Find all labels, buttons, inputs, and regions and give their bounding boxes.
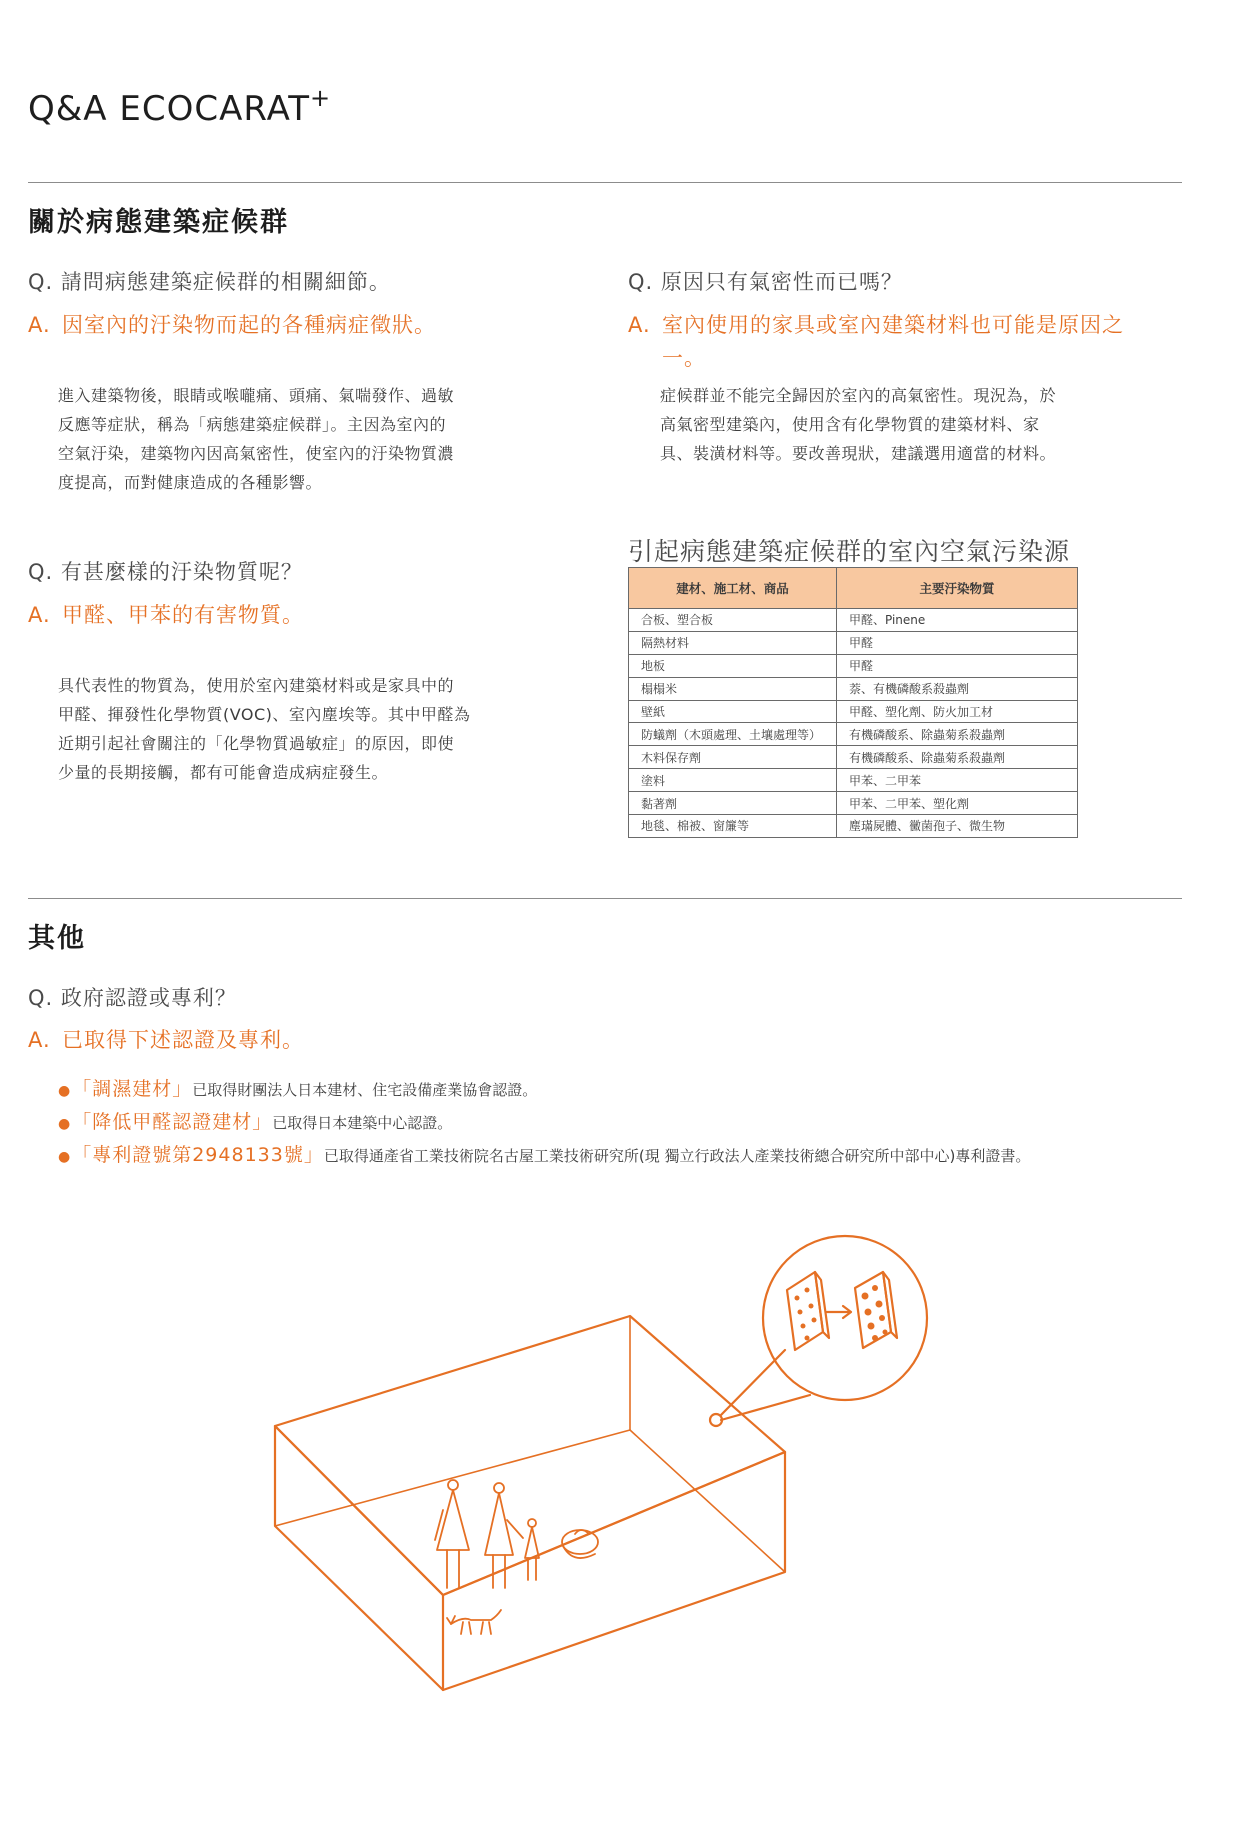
section-heading-sbs: 關於病態建築症候群 — [28, 207, 289, 238]
table-row: 黏著劑 甲苯、二甲苯、塑化劑 — [629, 792, 1078, 815]
table-row: 防蟻劑（木頭處理、土壤處理等） 有機磷酸系、除蟲菊系殺蟲劑 — [629, 723, 1078, 746]
page-title: Q&A ECOCARAT+ — [28, 84, 332, 129]
magnifier-circle — [763, 1236, 927, 1400]
table-header-materials: 建材、施工材、商品 — [629, 568, 837, 609]
question-2: Q. 原因只有氣密性而已嗎？ — [628, 270, 903, 294]
dog-icon — [447, 1610, 501, 1634]
list-item: ● 「調濕建材」已取得財團法人日本建材、住宅設備產業協會認證。 — [58, 1078, 538, 1100]
tile-icon — [787, 1272, 829, 1350]
table-row: 合板、塑合板 甲醛、Pinene — [629, 609, 1078, 632]
child-icon — [525, 1519, 539, 1580]
room-illustration — [255, 1220, 955, 1780]
person-icon — [435, 1480, 469, 1588]
question-1: Q. 請問病態建築症候群的相關細節。 — [28, 270, 391, 294]
table-row: 隔熱材料 甲醛 — [629, 631, 1078, 654]
person-icon — [485, 1483, 523, 1588]
answer-1-body: 進入建築物後，眼睛或喉嚨痛、頭痛、氣喘發作、過敏 反應等症狀，稱為「病態建築症候群」。主因為室內的 空氣汙染，建築物內因高氣密性，使室內的汙染物質濃 度提高，而對健康造成的各種影響。 — [58, 386, 455, 492]
table-row: 木料保存劑 有機磷酸系、除蟲菊系殺蟲劑 — [629, 746, 1078, 769]
section-heading-other: 其他 — [28, 923, 86, 954]
pollution-source-table — [628, 567, 1078, 838]
question-certification: Q. 政府認證或專利？ — [28, 986, 237, 1010]
question-3: Q. 有甚麼樣的汙染物質呢？ — [28, 560, 303, 584]
divider — [28, 182, 1182, 183]
answer-2-body: 症候群並不能完全歸因於室內的高氣密性。現況為，於 高氣密型建築內，使用含有化學物質的建築材料、家 具、裝潢材料等。要改善現狀，建議選用適當的材料。 — [660, 386, 1057, 463]
table-row: 榻榻米 萘、有機磷酸系殺蟲劑 — [629, 677, 1078, 700]
answer-3-body: 具代表性的物質為，使用於室內建築材料或是家具中的 甲醛、揮發性化學物質(VOC)、室內塵埃等。其中甲醛為 近期引起社會關注的「化學物質過敏症」的原因，即使 少量的長期接觸，都有可能會造成病症發生。 — [58, 676, 471, 782]
answer-2: A. 室內使用的家具或室內建築材料也可能是原因之一。 — [628, 313, 1124, 370]
arrow-icon — [827, 1306, 851, 1318]
answer-3: A. 甲醛、甲苯的有害物質。 — [28, 603, 304, 627]
table-row: 地毯、棉被、窗簾等 塵璊屍體、黴菌孢子、微生物 — [629, 815, 1078, 838]
list-item: ● 「降低甲醛認證建材」已取得日本建築中心認證。 — [58, 1111, 453, 1133]
tile-icon — [855, 1272, 897, 1348]
table-header-pollutants: 主要汙染物質 — [837, 568, 1078, 609]
table-row: 地板 甲醛 — [629, 654, 1078, 677]
answer-certification: A. 已取得下述認證及專利。 — [28, 1028, 304, 1052]
table-row: 塗料 甲苯、二甲苯 — [629, 769, 1078, 792]
certification-list — [58, 1074, 1030, 1173]
answer-1: A. 因室內的汙染物而起的各種病症徵狀。 — [28, 313, 436, 337]
table-title: 引起病態建築症候群的室內空氣污染源 — [628, 537, 1071, 566]
divider — [28, 898, 1182, 899]
list-item: ● 「專利證號第2948133號」已取得通產省工業技術院名古屋工業技術研究所(現 獨立行政法人產業技術總合研究所中部中心)專利證書。 — [58, 1144, 1031, 1166]
table-row: 壁紙 甲醛、塑化劑、防火加工材 — [629, 700, 1078, 723]
room-back-wall — [275, 1316, 785, 1595]
